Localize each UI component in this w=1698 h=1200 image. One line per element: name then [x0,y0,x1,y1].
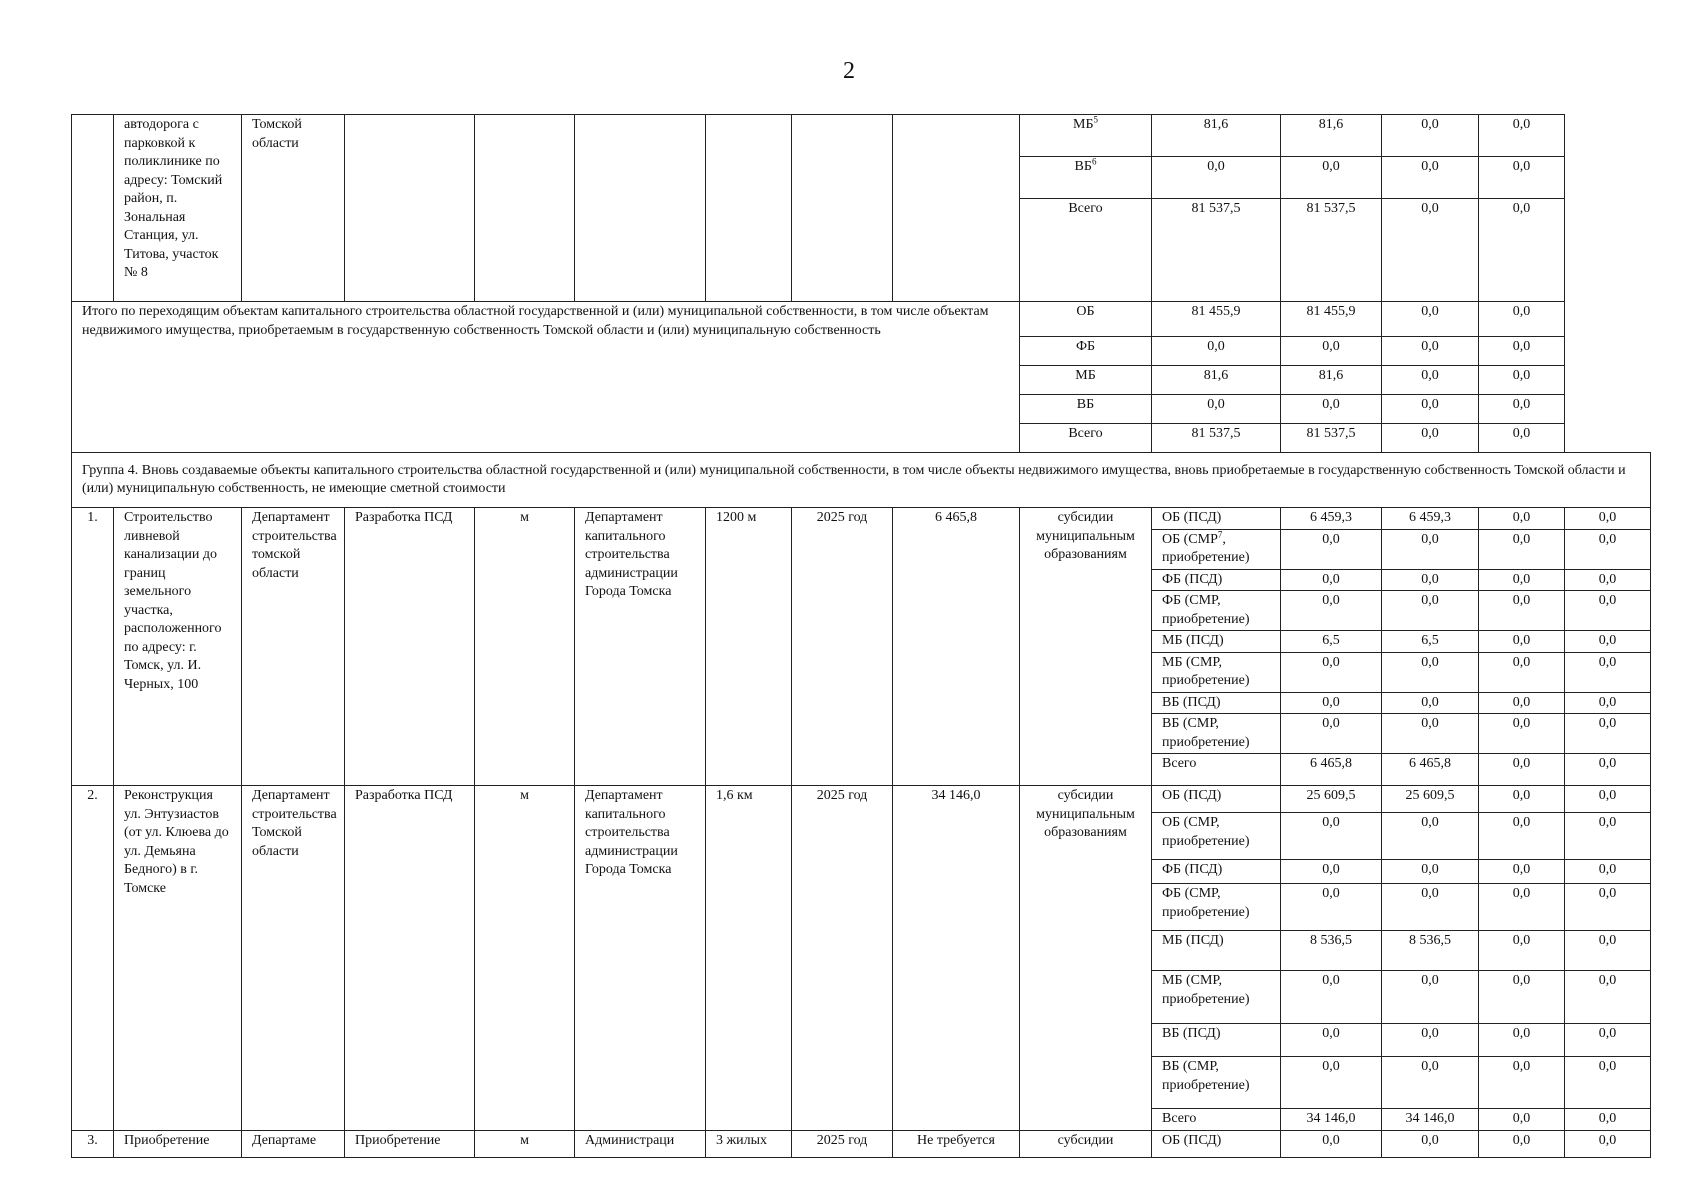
fin-value-cell: 6 465,8 [1382,754,1479,786]
fin-value-cell: 81,6 [1281,115,1382,157]
fin-source-cell: ОБ (СМР$^7$, приобретение) [1152,529,1281,569]
fin-value-cell: 0,0 [1479,884,1565,931]
fin-value-cell: 0,0 [1565,754,1651,786]
object-name-cell: Реконструкция ул. Энтузиастов (от ул. Клюева до ул. Демьяна Бедного) в г. Томске [114,786,242,1131]
fin-source-cell: ФБ (СМР, приобретение) [1152,884,1281,931]
table-row [72,115,1651,157]
form-cell: м [475,1130,575,1157]
fin-value-cell: 0,0 [1382,366,1479,395]
capacity-cell: 1,6 км [706,786,792,1131]
object-name-cell: Приобретение [114,1130,242,1157]
fin-value-cell: 81 537,5 [1152,424,1281,453]
table-row [72,453,1651,508]
fin-value-cell: 0,0 [1479,157,1565,199]
page-number: 2 [843,58,855,84]
fin-value-cell: 0,0 [1382,337,1479,366]
fin-value-cell: 0,0 [1281,714,1382,754]
fin-value-cell: 0,0 [1565,786,1651,813]
fin-value-cell: 0,0 [1565,1024,1651,1057]
fin-value-cell: 0,0 [1281,860,1382,884]
fin-value-cell: 0,0 [1281,569,1382,591]
executor-cell: Администраци [575,1130,706,1157]
fin-value-cell: 0,0 [1152,337,1281,366]
fin-source-cell: ВБ (ПСД) [1152,1024,1281,1057]
executor-cell: Департамент капитального строительства администрации Города Томска [575,786,706,1131]
fin-value-cell: 0,0 [1479,754,1565,786]
fin-source-cell: ФБ (ПСД) [1152,569,1281,591]
fin-source-cell: ОБ (ПСД) [1152,508,1281,530]
object-number: 3. [72,1130,114,1157]
mechanism-cell: субсидии муниципальным образованиям [1020,508,1152,786]
fin-value-cell: 0,0 [1479,813,1565,860]
fin-value-cell: 0,0 [1382,652,1479,692]
customer-cell: Департамент строительства Томской области [242,786,345,1131]
fin-value-cell: 6 459,3 [1281,508,1382,530]
fin-value-cell: 0,0 [1281,971,1382,1024]
fin-value-cell: 0,0 [1479,786,1565,813]
object-name-cell: Строительство ливневой канализации до границ земельного участка, расположенного по адресу: г. Томск, ул. И. Черных, 100 [114,508,242,786]
fin-value-cell: 81 537,5 [1152,199,1281,302]
form-cell: м [475,508,575,786]
fin-value-cell: 0,0 [1479,652,1565,692]
fin-value-cell: 0,0 [1281,1130,1382,1157]
fin-value-cell: 0,0 [1382,115,1479,157]
fin-value-cell: 0,0 [1382,199,1479,302]
fin-value-cell: 0,0 [1479,714,1565,754]
fin-source-cell: ВБ [1020,395,1152,424]
stage-cell: Разработка ПСД [345,508,475,786]
fin-source-cell: ФБ (СМР, приобретение) [1152,591,1281,631]
fin-value-cell: 34 146,0 [1281,1109,1382,1131]
fin-value-cell: 0,0 [1382,302,1479,337]
total-description: Итого по переходящим объектам капитального строительства областной государственной и (или) муниципальной собственности, в том числе объектам недвижимого имущества, приобретаемым в государственную собственность Томской области и (или) муниципальную собственность [72,302,1020,453]
fin-value-cell: 0,0 [1382,157,1479,199]
fin-value-cell: 0,0 [1382,692,1479,714]
fin-value-cell: 0,0 [1479,302,1565,337]
fin-value-cell: 0,0 [1479,1109,1565,1131]
investment-table [71,114,1651,1158]
fin-value-cell: 0,0 [1382,1024,1479,1057]
fin-value-cell: 0,0 [1565,529,1651,569]
fin-value-cell: 25 609,5 [1281,786,1382,813]
fin-source-cell: $ВБ^6$ [1020,157,1152,199]
fin-value-cell: 0,0 [1382,1130,1479,1157]
customer-cell: Департаме [242,1130,345,1157]
fin-value-cell: 0,0 [1281,591,1382,631]
fin-value-cell: 0,0 [1382,971,1479,1024]
fin-value-cell: 81,6 [1152,115,1281,157]
fin-value-cell: 0,0 [1281,1057,1382,1109]
year-cell: 2025 год [792,786,893,1131]
cost-cell: 6 465,8 [893,508,1020,786]
fin-value-cell: 81 537,5 [1281,424,1382,453]
fin-source-cell: ФБ [1020,337,1152,366]
stage-cell: Приобретение [345,1130,475,1157]
group-4-title: Группа 4. Вновь создаваемые объекты капитального строительства областной государственной и (или) муниципальной собственности, в том числе объекты недвижимого имущества, вновь приобретаемые в государственную собственность Томской области и (или) муниципальную собственность, не имеющие сметной стоимости [72,453,1651,508]
fin-value-cell: 0,0 [1479,529,1565,569]
fin-value-cell: 0,0 [1281,395,1382,424]
fin-value-cell: 0,0 [1479,971,1565,1024]
fin-value-cell: 0,0 [1152,157,1281,199]
fin-value-cell: 81 537,5 [1281,199,1382,302]
fin-value-cell: 0,0 [1479,366,1565,395]
fin-value-cell: 0,0 [1479,931,1565,971]
executor-cell: Департамент капитального строительства администрации Города Томска [575,508,706,786]
fin-source-cell: Всего [1152,754,1281,786]
fin-value-cell: 0,0 [1382,529,1479,569]
stage-cell: Разработка ПСД [345,786,475,1131]
fin-source-cell: ОБ (ПСД) [1152,786,1281,813]
fin-value-cell: 0,0 [1382,395,1479,424]
fin-source-cell: Всего [1020,424,1152,453]
table-row [72,786,1651,813]
fin-value-cell: 0,0 [1281,813,1382,860]
fin-value-cell: 0,0 [1565,631,1651,653]
fin-value-cell: 8 536,5 [1382,931,1479,971]
table-row [72,1130,1651,1157]
fin-value-cell: 0,0 [1565,884,1651,931]
fin-source-cell: МБ (ПСД) [1152,931,1281,971]
fin-value-cell: 0,0 [1382,813,1479,860]
fin-value-cell: 6 459,3 [1382,508,1479,530]
fin-value-cell: 0,0 [1479,395,1565,424]
fin-value-cell: 0,0 [1565,652,1651,692]
fin-source-cell: ОБ (СМР, приобретение) [1152,813,1281,860]
fin-value-cell: 0,0 [1565,971,1651,1024]
fin-value-cell: 0,0 [1281,652,1382,692]
fin-value-cell: 0,0 [1565,508,1651,530]
fin-value-cell: 0,0 [1479,1057,1565,1109]
fin-source-cell: МБ (ПСД) [1152,631,1281,653]
fin-value-cell: 81,6 [1152,366,1281,395]
capacity-cell: 1200 м [706,508,792,786]
fin-value-cell: 0,0 [1281,692,1382,714]
fin-value-cell: 6,5 [1382,631,1479,653]
object-number: 1. [72,508,114,786]
fin-value-cell: 0,0 [1479,199,1565,302]
fin-value-cell: 0,0 [1382,860,1479,884]
fin-value-cell: 34 146,0 [1382,1109,1479,1131]
fin-value-cell: 0,0 [1479,424,1565,453]
fin-value-cell: 0,0 [1281,529,1382,569]
fin-value-cell: 81 455,9 [1281,302,1382,337]
fin-value-cell: 0,0 [1479,115,1565,157]
fin-value-cell: 0,0 [1565,1130,1651,1157]
fin-value-cell: 0,0 [1479,569,1565,591]
fin-value-cell: 0,0 [1479,692,1565,714]
fin-value-cell: 0,0 [1479,631,1565,653]
fin-value-cell: 0,0 [1382,714,1479,754]
fin-value-cell: 0,0 [1565,813,1651,860]
fin-value-cell: 25 609,5 [1382,786,1479,813]
fin-value-cell: 0,0 [1565,1057,1651,1109]
fin-value-cell: 81,6 [1281,366,1382,395]
fin-source-cell: МБ (СМР, приобретение) [1152,971,1281,1024]
fin-value-cell: 6 465,8 [1281,754,1382,786]
fin-value-cell: 0,0 [1565,1109,1651,1131]
fin-value-cell: 0,0 [1479,337,1565,366]
capacity-cell: 3 жилых [706,1130,792,1157]
fin-source-cell: ВБ (СМР, приобретение) [1152,714,1281,754]
fin-source-cell: ВБ (СМР, приобретение) [1152,1057,1281,1109]
form-cell: м [475,786,575,1131]
fin-source-cell: ФБ (ПСД) [1152,860,1281,884]
mechanism-cell: субсидии [1020,1130,1152,1157]
year-cell: 2025 год [792,1130,893,1157]
fin-value-cell: 0,0 [1152,395,1281,424]
fin-value-cell: 0,0 [1565,569,1651,591]
year-cell: 2025 год [792,508,893,786]
object-name-cell: автодорога с парковкой к поликлинике по адресу: Томский район, п. Зональная Станция, ул. Титова, участок № 8 [114,115,242,302]
fin-value-cell: 6,5 [1281,631,1382,653]
fin-value-cell: 0,0 [1281,157,1382,199]
fin-value-cell: 0,0 [1565,714,1651,754]
fin-value-cell: 0,0 [1382,1057,1479,1109]
cost-cell: 34 146,0 [893,786,1020,1131]
fin-value-cell: 0,0 [1281,337,1382,366]
table-row [72,508,1651,530]
fin-value-cell: 81 455,9 [1152,302,1281,337]
fin-value-cell: 0,0 [1479,1130,1565,1157]
fin-value-cell: 0,0 [1281,884,1382,931]
fin-source-cell: ОБ (ПСД) [1152,1130,1281,1157]
fin-value-cell: 0,0 [1382,884,1479,931]
fin-value-cell: 8 536,5 [1281,931,1382,971]
fin-value-cell: 0,0 [1565,591,1651,631]
fin-value-cell: 0,0 [1281,1024,1382,1057]
fin-value-cell: 0,0 [1382,591,1479,631]
fin-value-cell: 0,0 [1479,860,1565,884]
object-number: 2. [72,786,114,1131]
customer-cell: Томской области [242,115,345,302]
table-row [72,302,1651,337]
cost-cell: Не требуется [893,1130,1020,1157]
fin-value-cell: 0,0 [1382,569,1479,591]
fin-value-cell: 0,0 [1565,692,1651,714]
fin-source-cell: $МБ^5$ [1020,115,1152,157]
fin-value-cell: 0,0 [1382,424,1479,453]
fin-source-cell: МБ (СМР, приобретение) [1152,652,1281,692]
mechanism-cell: субсидии муниципальным образованиям [1020,786,1152,1131]
fin-value-cell: 0,0 [1565,860,1651,884]
fin-value-cell: 0,0 [1565,931,1651,971]
fin-source-cell: Всего [1020,199,1152,302]
fin-value-cell: 0,0 [1479,1024,1565,1057]
fin-source-cell: Всего [1152,1109,1281,1131]
fin-value-cell: 0,0 [1479,508,1565,530]
customer-cell: Департамент строительства томской области [242,508,345,786]
fin-value-cell: 0,0 [1479,591,1565,631]
fin-source-cell: ОБ [1020,302,1152,337]
fin-source-cell: МБ [1020,366,1152,395]
fin-source-cell: ВБ (ПСД) [1152,692,1281,714]
